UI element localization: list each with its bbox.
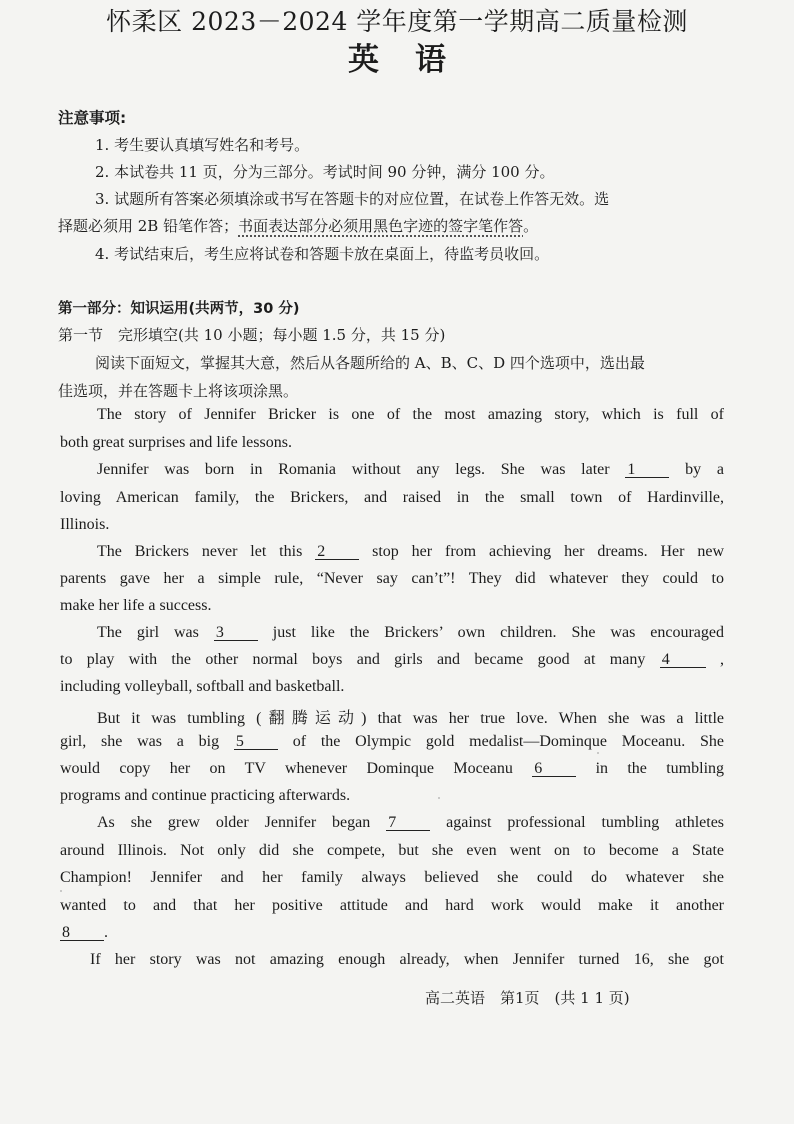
instruction-line-1: 阅读下面短文，掌握其大意，然后从各题所给的 A、B、C、D 四个选项中，选出最 bbox=[95, 354, 645, 372]
passage-line: But it was tumbling (翻腾运动) that was her true love. When she was a little bbox=[97, 710, 724, 727]
blank-5: 5 bbox=[234, 735, 278, 750]
part-one-heading: 第一部分：知识运用(共两节，30 分) bbox=[58, 301, 300, 317]
passage-line: programs and continue practicing afterwards. bbox=[60, 787, 351, 804]
instruction-line-2: 佳选项，并在答题卡上将该项涂黑。 bbox=[58, 382, 299, 400]
scan-speck bbox=[60, 890, 62, 892]
passage-text: girl, she was a big bbox=[60, 733, 220, 750]
note-4: 4. 考试结束后，考生应将试卷和答题卡放在桌面上，待监考员收回。 bbox=[95, 245, 550, 263]
note-3-text: 择题必须用 2B 铅笔作答； bbox=[58, 217, 239, 235]
passage-line: loving American family, the Brickers, and raised in the small town of Hardinville, bbox=[60, 489, 724, 506]
notes-heading: 注意事项: bbox=[58, 109, 127, 127]
note-3-emphasis: 书面表达部分必须用黑色字迹的签字笔作答 bbox=[238, 217, 524, 235]
passage-text: would copy her on TV whenever Dominque Moceanu bbox=[60, 760, 513, 777]
blank-2: 2 bbox=[315, 545, 359, 560]
passage-line: wanted to and that her positive attitude and hard work would make it another bbox=[60, 897, 724, 914]
passage-text: The girl was bbox=[97, 624, 199, 641]
passage-line bbox=[97, 461, 724, 479]
scan-speck bbox=[597, 752, 599, 754]
passage-line bbox=[97, 814, 724, 832]
page-footer: 高二英语 第1页 (共 1 1 页) bbox=[425, 989, 630, 1007]
note-3-end: 。 bbox=[523, 217, 539, 235]
passage-line bbox=[97, 624, 724, 642]
blank-6: 6 bbox=[532, 762, 576, 777]
passage-text: As she grew older Jennifer began bbox=[97, 814, 371, 831]
passage-text: in the tumbling bbox=[595, 760, 725, 777]
blank-4: 4 bbox=[660, 653, 706, 668]
passage-line bbox=[60, 760, 724, 778]
passage-line: parents gave her a simple rule, “Never say can’t”! They did whatever they could to bbox=[60, 570, 724, 587]
passage-text: . bbox=[104, 924, 108, 941]
note-3-line1: 3. 试题所有答案必须填涂或书写在答题卡的对应位置，在试卷上作答无效。选 bbox=[95, 190, 610, 208]
exam-title: 怀柔区 2023－2024 学年度第一学期高二质量检测 bbox=[106, 7, 688, 36]
passage-line: The story of Jennifer Bricker is one of the most amazing story, which is full of bbox=[97, 406, 724, 423]
passage-text: stop her from achieving her dreams. Her new bbox=[372, 543, 725, 560]
blank-1: 1 bbox=[625, 463, 669, 478]
passage-text: , bbox=[720, 651, 725, 668]
passage-text: Jennifer was born in Romania without any legs. She was later bbox=[97, 461, 610, 478]
passage-line bbox=[60, 733, 724, 751]
passage-text: against professional tumbling athletes bbox=[446, 814, 725, 831]
passage-text: to play with the other normal boys and girls and became good at many bbox=[60, 651, 646, 668]
note-3-line2 bbox=[58, 215, 538, 236]
passage-line: including volleyball, softball and basketball. bbox=[60, 678, 345, 695]
blank-3: 3 bbox=[214, 626, 258, 641]
subject-title: 英语 bbox=[348, 42, 482, 78]
passage-line: Champion! Jennifer and her family always believed she could do whatever she bbox=[60, 869, 724, 886]
passage-line bbox=[60, 651, 724, 669]
passage-line: If her story was not amazing enough already, when Jennifer turned 16, she got bbox=[90, 951, 724, 968]
passage-line bbox=[97, 543, 724, 561]
passage-line: make her life a success. bbox=[60, 597, 212, 614]
blank-7: 7 bbox=[386, 816, 430, 831]
passage-text: of the Olympic gold medalist—Dominque Moceanu. She bbox=[292, 733, 725, 750]
section-one-heading: 第一节 完形填空(共 10 小题；每小题 1.5 分，共 15 分) bbox=[58, 326, 446, 344]
passage-line: around Illinois. Not only did she compete, but she even went on to become a State bbox=[60, 842, 724, 859]
passage-line bbox=[60, 924, 724, 942]
passage-text: by a bbox=[685, 461, 725, 478]
passage-line: both great surprises and life lessons. bbox=[60, 434, 292, 451]
passage-text: The Brickers never let this bbox=[97, 543, 303, 560]
passage-line: Illinois. bbox=[60, 516, 110, 533]
passage-text: just like the Brickers’ own children. She was encouraged bbox=[272, 624, 725, 641]
blank-8: 8 bbox=[60, 926, 104, 941]
scan-speck bbox=[438, 797, 440, 799]
note-1: 1. 考生要认真填写姓名和考号。 bbox=[95, 136, 310, 154]
note-2: 2. 本试卷共 11 页，分为三部分。考试时间 90 分钟，满分 100 分。 bbox=[95, 163, 555, 181]
